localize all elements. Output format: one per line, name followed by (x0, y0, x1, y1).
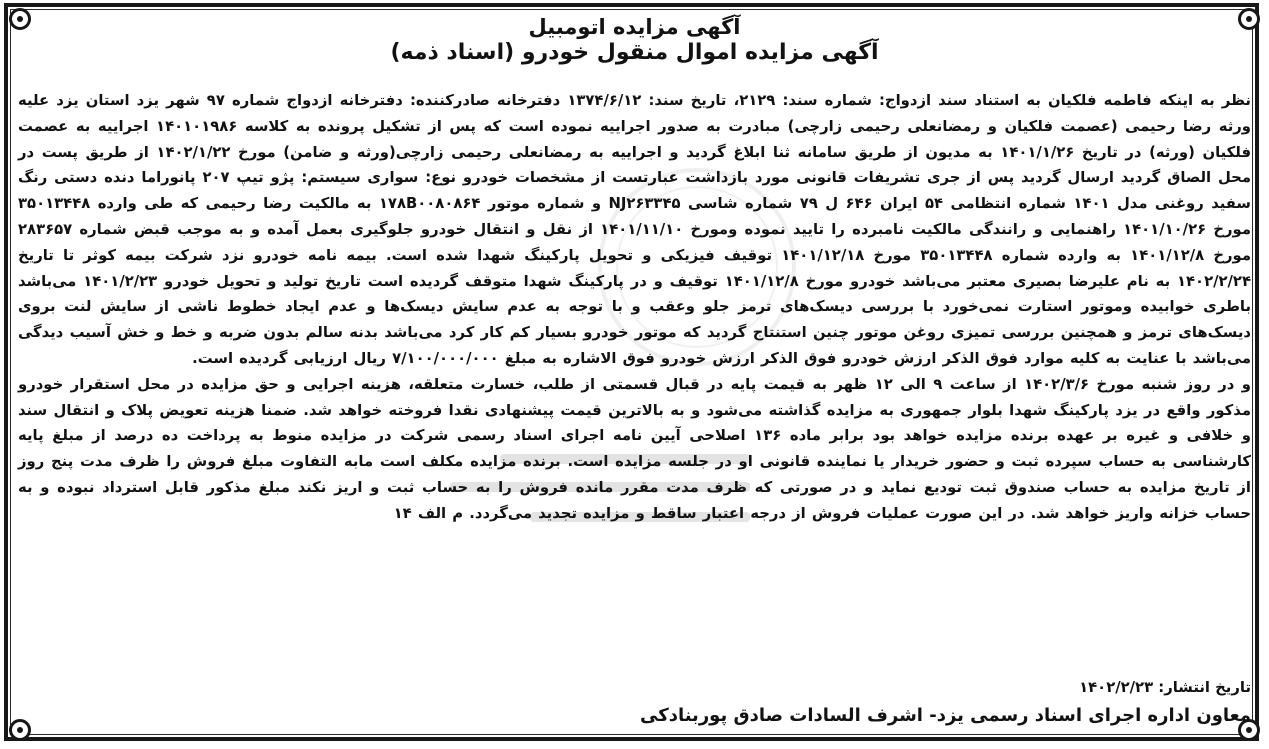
notice-body (18, 88, 1251, 527)
notice-footer (18, 680, 1251, 726)
publication-date: تاریخ انتشار: ۱۴۰۲/۲/۲۳ (1079, 679, 1251, 696)
notice-header (0, 16, 1269, 64)
signature-line: معاون اداره اجرای اسناد رسمی یزد- اشرف السادات صادق پوربنادکی (640, 705, 1251, 727)
page-title: آگهی مزایده اتومبیل (528, 15, 741, 39)
paragraph-2: و در روز شنبه مورخ ۱۴۰۲/۳/۶ از ساعت ۹ الی ۱۲ ظهر به قیمت پایه در قبال قسمتی از طلب، خسارت متعلقه، هزینه اجرایی و حق مزایده در محل استقرار خودرو مذکور واقع در یزد پارکینگ شهدا بلوار جمهوری به مزایده گذاشته می‌شود و به بالاترین قیمت پیشنهادی نقدا فروخته خواهد شد. ضمنا هزینه تعویض پلاک و انتقال سند و خلافی و غیره بر عهده برنده مزایده خواهد بود برابر ماده ۱۳۶ اصلاحی آیین نامه اجرای اسناد رسمی شرکت در مزایده منوط به پرداخت ده درصد از مبلغ پایه کارشناسی به حساب سپرده ثبت و حضور خریدار یا نماینده قانونی او در جلسه مزایده است. برنده مزایده مکلف است مابه التفاوت مبلغ فروش را ظرف مدت پنج روز از تاریخ مزایده به حساب صندوق ثبت تودیع نماید و در صورتی که ظرف مدت مقرر مانده فروش را به حساب ثبت و اریز نکند مبلغ مذکور قابل استرداد نبوده و به حساب خزانه واریز خواهد شد. در این صورت عملیات فروش از درجه اعتبار ساقط و مزایده تجدید می‌گردد. م الف ۱۴ (18, 375, 1251, 522)
paragraph-1: نظر به اینکه فاطمه فلکیان به استناد سند ازدواج: شماره سند: ۲۱۲۹، تاریخ سند: ۱۳۷۴/۶/۱۲ دفترخانه صادرکننده: دفترخانه ازدواج شماره ۹۷ شهر یزد استان یزد علیه ورثه رضا رحیمی (عصمت فلکیان و رمضانعلی رحیمی زارچی) مبادرت به صدور اجراییه نموده است که پس از تشکیل پرونده به کلاسه ۱۴۰۱۰۱۹۸۶ اجراییه به عصمت فلکیان (ورثه) در تاریخ ۱۴۰۱/۱/۲۶ به مدیون از طریق سامانه ثنا ابلاغ گردید و اجراییه به رمضانعلی رحیمی زارچی(ورثه و ضامن) مورخ ۱۴۰۲/۱/۲۲ از طریق پست در محل الصاق گردید ارسال گردید پس از جری تشریفات قانونی مورد بازداشت عبارتست از مشخصات خودرو نوع: سواری سیستم: پژو تیپ ۲۰۷ پانوراما دنده دستی رنگ سفید روغنی مدل ۱۴۰۱ شماره انتظامی ۵۴ ایران ۶۴۶ ل ۷۹ شماره شاسی NJ۲۶۳۳۴۵ و شماره موتور ۱۷۸B۰۰۸۰۸۶۴ به مالکیت رضا رحیمی که طی وارده ۳۵۰۱۳۴۴۸ مورخ ۱۴۰۱/۱۰/۲۶ راهنمایی و رانندگی مالکیت نامبرده را تایید نموده ومورخ ۱۴۰۱/۱۱/۱۰ از نقل و انتقال خودرو جلوگیری بعمل آمده و به موجب قبض شماره ۲۸۳۶۵۷ مورخ ۱۴۰۱/۱۲/۸ به وارده شماره ۳۵۰۱۳۴۴۸ مورخ ۱۴۰۱/۱۲/۱۸ توقیف فیزیکی و تحویل پارکینگ شهدا شده است. بیمه نامه خودرو نزد شرکت بیمه کوثر تا تاریخ ۱۴۰۲/۲/۲۴ به نام علیرضا بصیری معتبر می‌باشد خودرو مورخ ۱۴۰۱/۱۲/۸ توقیف و در پارکینگ شهدا متوقف گردیده است تاریخ تولید و تحویل خودرو ۱۴۰۱/۲/۲۳ می‌باشد باطری خوابیده وموتور استارت نمی‌خورد با بررسی دیسک‌های ترمز جلو وعقب و با توجه به عدم سایش دیسک‌ها و عدم ایجاد خطوط ناشی از سایش لنت بروی دیسک‌های ترمز و همچنین بررسی تمیزی روغن موتور چنین استنتاج گردید که موتور خودرو بسیار کم کار کرد می‌باشد بدنه سالم بدون ضربه و خط و خش آسیب دیدگی می‌باشد با عنایت به کلیه موارد فوق الذکر ارزش خودرو فوق الذکر ارزش خودرو فوق الاشاره به مبلغ ۷/۱۰۰/۰۰۰/۰۰۰ ریال ارزیابی گردیده است. (18, 92, 1252, 367)
page-subtitle: آگهی مزایده اموال منقول خودرو (اسناد ذمه) (390, 39, 879, 65)
